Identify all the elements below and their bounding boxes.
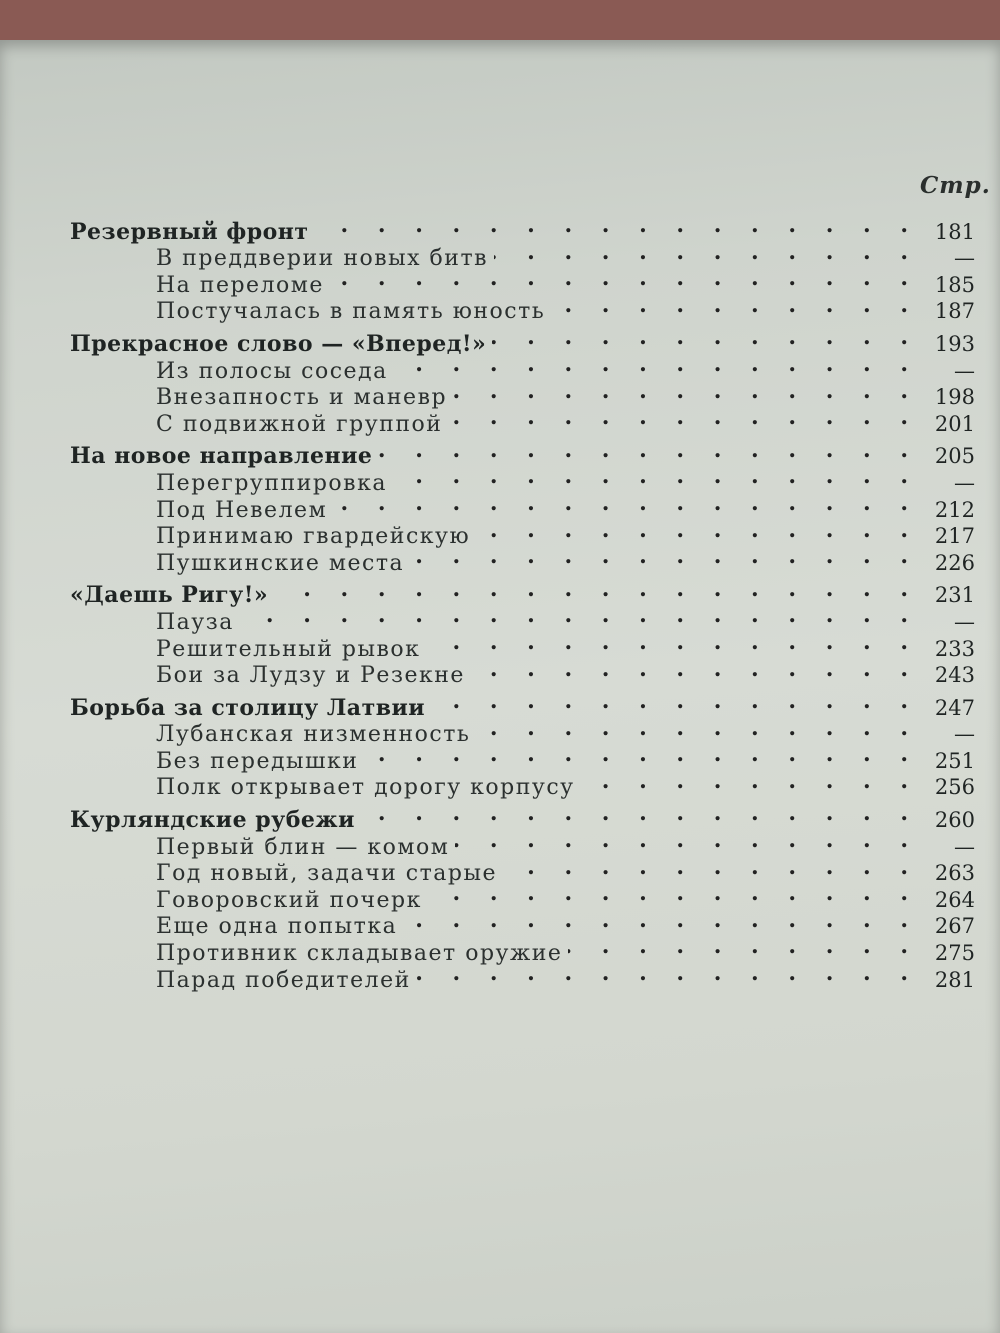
page-number: — — [954, 358, 975, 383]
chapter-title: На новое направление — [70, 443, 373, 470]
toc-section-row — [70, 827, 975, 860]
toc-section-row — [70, 907, 975, 940]
toc-chapter-row — [70, 800, 975, 834]
chapter-title: Курляндские рубежи — [70, 807, 355, 834]
dot-leader — [471, 656, 919, 683]
toc-section-row — [70, 239, 975, 272]
table-of-contents — [70, 212, 975, 993]
page-number: 193 — [934, 331, 975, 356]
dot-leader — [378, 437, 919, 464]
toc-section-row — [70, 629, 975, 662]
dot-leader — [581, 768, 919, 795]
page-number: — — [954, 722, 975, 747]
dot-leader — [333, 490, 919, 517]
toc-chapter-group — [70, 688, 975, 801]
toc-section-row — [70, 715, 975, 748]
dot-leader — [240, 602, 919, 629]
dot-leader — [410, 543, 919, 570]
section-title: На переломе — [156, 272, 324, 298]
section-title: Перегруппировка — [156, 470, 387, 496]
section-title: Под Невелем — [156, 497, 328, 523]
section-title: Говоровский почерк — [156, 887, 422, 913]
toc-section-row — [70, 880, 975, 913]
page-number: 201 — [934, 411, 975, 436]
dot-leader — [428, 880, 919, 907]
dot-leader — [330, 265, 919, 292]
section-title: Решительный рывок — [156, 636, 421, 662]
page-number: — — [954, 246, 975, 271]
page-number: 251 — [934, 748, 975, 773]
chapter-title: «Даешь Ригу!» — [70, 582, 269, 609]
page-number: 217 — [934, 524, 975, 549]
section-title: Принимаю гвардейскую — [156, 524, 471, 550]
section-title: Лубанская низменность — [156, 722, 471, 748]
toc-section-row — [70, 960, 975, 993]
page-number: 187 — [934, 299, 975, 324]
page-number: 231 — [934, 583, 975, 608]
dot-leader — [364, 741, 919, 768]
toc-section-row — [70, 404, 975, 437]
section-title: Парад победителей — [156, 967, 411, 993]
toc-section-row — [70, 378, 975, 411]
page-number: 260 — [934, 808, 975, 833]
chapter-title: Борьба за столицу Латвии — [70, 694, 426, 721]
toc-section-row — [70, 265, 975, 298]
toc-section-row — [70, 768, 975, 801]
toc-chapter-group — [70, 800, 975, 993]
page-number: 205 — [934, 444, 975, 469]
section-title: Пауза — [156, 609, 234, 635]
page-number: 198 — [934, 385, 975, 410]
dot-leader — [394, 351, 919, 378]
section-title: Внезапность и маневр — [156, 385, 448, 411]
dot-leader — [492, 324, 919, 351]
dot-leader — [431, 688, 919, 715]
toc-chapter-row — [70, 576, 975, 609]
page-number: — — [954, 470, 975, 495]
dot-leader — [274, 576, 919, 603]
toc-section-row — [70, 933, 975, 967]
page-column-label: Стр. — [920, 172, 991, 199]
toc-section-row — [70, 517, 975, 550]
book-page — [0, 40, 1000, 1333]
page-number: 185 — [934, 272, 975, 297]
toc-chapter-group — [70, 212, 975, 325]
toc-section-row — [70, 490, 975, 523]
page-number: 263 — [934, 861, 975, 886]
dot-leader — [448, 404, 919, 431]
page-number: 233 — [934, 636, 975, 661]
toc-chapter-row — [70, 688, 975, 721]
dot-leader — [403, 907, 919, 934]
dot-leader — [453, 378, 919, 405]
section-title: Полк открывает дорогу корпусу — [156, 775, 575, 801]
toc-section-row — [70, 741, 975, 774]
dot-leader — [568, 933, 919, 960]
section-title: Пушкинские места — [156, 550, 405, 576]
page-number: 281 — [934, 967, 975, 992]
dot-leader — [494, 239, 919, 266]
page-number: 243 — [934, 663, 975, 688]
dot-leader — [426, 629, 919, 656]
dot-leader — [361, 800, 919, 827]
toc-section-row — [70, 602, 975, 635]
toc-chapter-row — [70, 437, 975, 470]
dot-leader — [503, 854, 919, 881]
dot-leader — [315, 212, 919, 239]
toc-chapter-row — [70, 212, 975, 245]
section-title: Противник складывает оружие — [156, 941, 563, 967]
section-title: Еще одна попытка — [156, 914, 398, 940]
page-number: — — [954, 834, 975, 859]
dot-leader — [417, 960, 919, 987]
section-title: Из полосы соседа — [156, 358, 388, 384]
toc-section-row — [70, 656, 975, 689]
toc-section-row — [70, 854, 975, 887]
section-title: С подвижной группой — [156, 411, 443, 437]
toc-chapter-group — [70, 437, 975, 576]
dot-leader — [551, 292, 919, 319]
page-number: 256 — [934, 775, 975, 800]
section-title: Первый блин — комом — [156, 834, 450, 860]
toc-section-row — [70, 351, 975, 384]
page-number: — — [954, 609, 975, 634]
chapter-title: Прекрасное слово — «Вперед!» — [70, 330, 487, 357]
section-title: Год новый, задачи старые — [156, 861, 498, 887]
section-title: Без передышки — [156, 748, 359, 774]
page-number: 275 — [934, 941, 975, 966]
toc-section-row — [70, 292, 975, 325]
page-number: 247 — [934, 695, 975, 720]
page-number: 267 — [934, 914, 975, 939]
dot-leader — [455, 827, 919, 854]
section-title: В преддверии новых битв — [156, 246, 488, 272]
section-title: Постучалась в память юность — [156, 299, 546, 325]
dot-leader — [476, 715, 919, 742]
page-number: 226 — [934, 550, 975, 575]
chapter-title: Резервный фронт — [70, 218, 309, 245]
toc-section-row — [70, 463, 975, 496]
toc-chapter-group — [70, 324, 975, 437]
page-number: 264 — [934, 887, 975, 912]
section-title: Бои за Лудзу и Резекне — [156, 663, 465, 689]
dot-leader — [393, 463, 919, 490]
toc-chapter-row — [70, 324, 975, 357]
toc-chapter-group — [70, 576, 975, 689]
toc-section-row — [70, 543, 975, 576]
page-number: 212 — [934, 497, 975, 522]
page-number: 181 — [934, 219, 975, 244]
dot-leader — [476, 517, 919, 544]
